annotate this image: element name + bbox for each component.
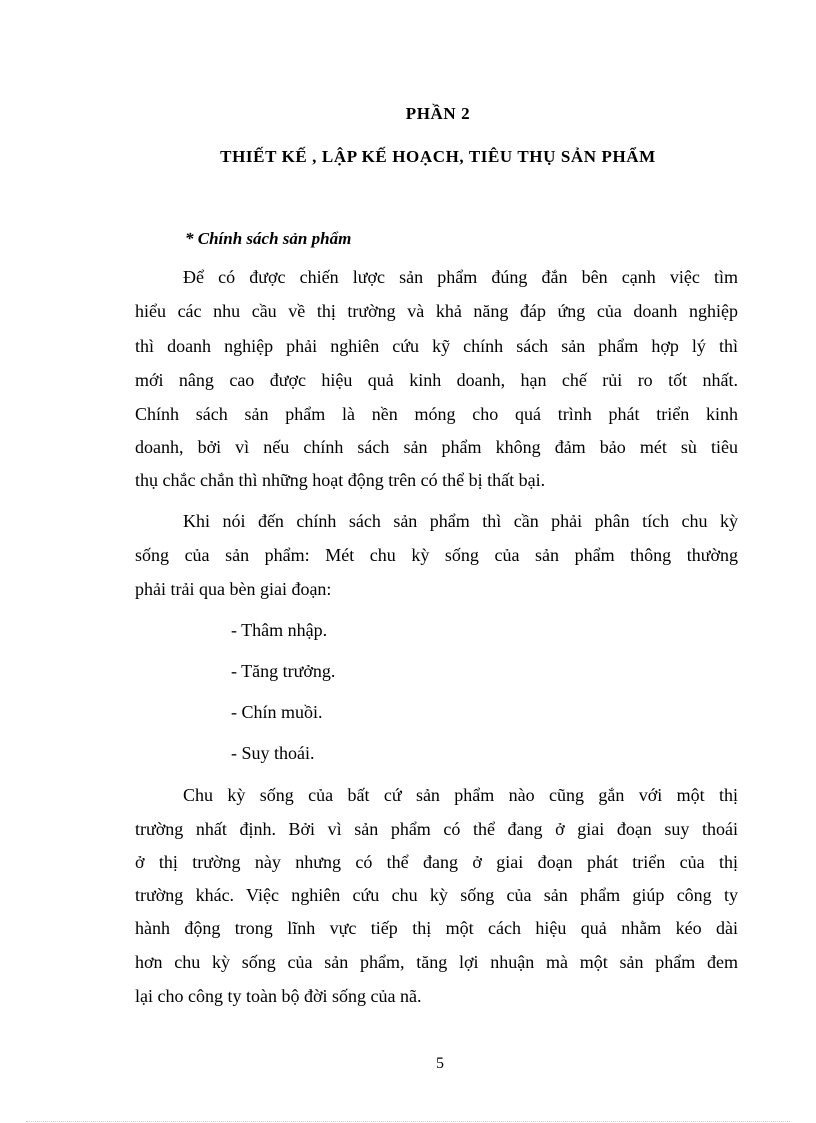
paragraph-3-line: trường khác. Việc nghiên cứu chu kỳ sống của sản phẩm giúp công ty xyxy=(135,885,738,905)
page-number: 5 xyxy=(436,1055,444,1072)
paragraph-1-line: mới nâng cao được hiệu quả kinh doanh, hạn chế rủi ro tốt nhất. xyxy=(135,370,738,390)
page-bottom-divider xyxy=(26,1121,790,1122)
paragraph-1-line: thụ chắc chắn thì những hoạt động trên có thể bị thất bại. xyxy=(135,470,546,490)
stage-list-item: - Suy thoái. xyxy=(231,743,315,763)
stage-list-item: - Thâm nhập. xyxy=(231,620,328,640)
paragraph-2-line: phải trải qua bèn giai đoạn: xyxy=(135,579,332,599)
paragraph-1-line: hiểu các nhu cầu về thị trường và khả năng đáp ứng của doanh nghiệp xyxy=(135,301,738,321)
paragraph-1-line: doanh, bởi vì nếu chính sách sản phẩm không đảm bảo mét sù tiêu xyxy=(135,437,738,457)
stage-list-item: - Chín muồi. xyxy=(231,702,323,722)
paragraph-3-line: Chu kỳ sống của bất cứ sản phẩm nào cũng gắn với một thị xyxy=(183,785,738,805)
paragraph-3-line: ở thị trường này nhưng có thể đang ở giai đoạn phát triển của thị xyxy=(135,852,738,872)
paragraph-1-line: thì doanh nghiệp phải nghiên cứu kỹ chính sách sản phẩm hợp lý thì xyxy=(135,336,738,356)
paragraph-1-line: Để có được chiến lược sản phẩm đúng đắn bên cạnh việc tìm xyxy=(183,267,738,287)
part-heading: PHẦN 2 xyxy=(405,104,471,123)
stage-list-item: - Tăng trưởng. xyxy=(231,661,336,681)
chapter-title: THIẾT KẾ , LẬP KẾ HOẠCH, TIÊU THỤ SẢN PHẨM xyxy=(220,147,656,166)
paragraph-3-line: hơn chu kỳ sống của sản phẩm, tăng lợi nhuận mà một sản phẩm đem xyxy=(135,952,738,972)
paragraph-3-line: lại cho công ty toàn bộ đời sống của nã. xyxy=(135,986,422,1006)
paragraph-2-line: sống của sản phẩm: Mét chu kỳ sống của sản phẩm thông thường xyxy=(135,545,738,565)
paragraph-3-line: hành động trong lĩnh vực tiếp thị một cách hiệu quả nhằm kéo dài xyxy=(135,918,738,938)
paragraph-2-line: Khi nói đến chính sách sản phẩm thì cần phải phân tích chu kỳ xyxy=(183,511,738,531)
paragraph-1-line: Chính sách sản phẩm là nền móng cho quá trình phát triển kinh xyxy=(135,404,738,424)
section-subheading: * Chính sách sản phẩm xyxy=(185,229,352,248)
paragraph-3-line: trường nhất định. Bởi vì sản phẩm có thể đang ở giai đoạn suy thoái xyxy=(135,819,738,839)
